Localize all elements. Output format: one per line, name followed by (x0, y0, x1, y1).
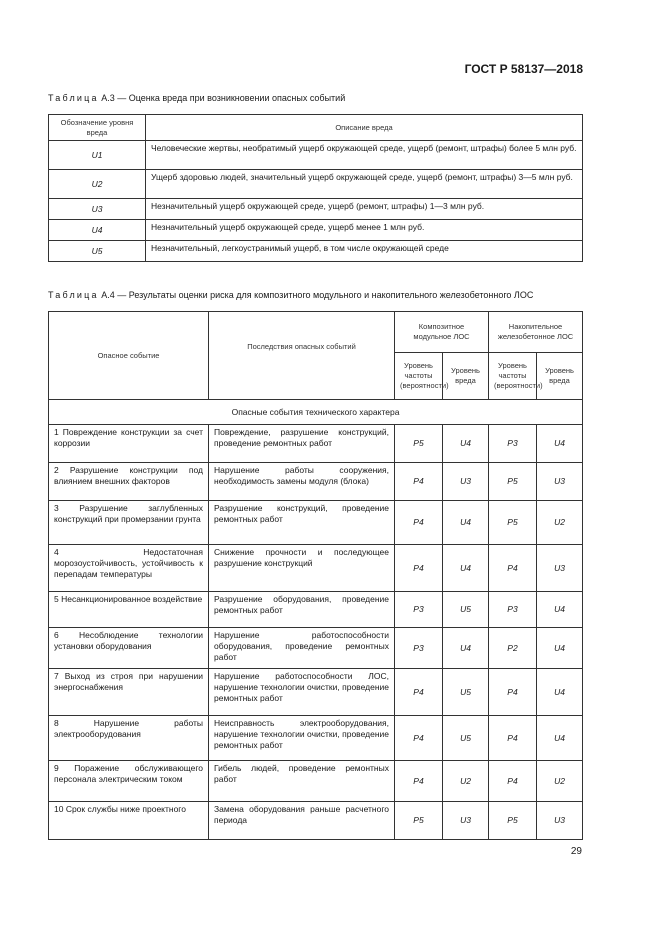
concrete-harm-level: U4 (537, 592, 583, 628)
table-row (49, 802, 583, 840)
table-row (49, 592, 583, 628)
hazard-event: 8 Нарушение работы электрооборудования (49, 716, 209, 761)
table-a4-caption-word: Таблица (48, 290, 99, 300)
document-standard-header: ГОСТ Р 58137—2018 (464, 62, 583, 76)
composite-harm-level: U4 (443, 628, 489, 669)
table-row (49, 716, 583, 761)
section-header-technical-hazards: Опасные события технического характера (49, 400, 583, 425)
composite-frequency-level: P3 (395, 592, 443, 628)
harm-description: Незначительный, легкоустранимый ущерб, в том числе окружающей среде (146, 241, 583, 262)
concrete-harm-level: U3 (537, 802, 583, 840)
harm-description: Человеческие жертвы, необратимый ущерб окружающей среде, ущерб (ремонт, штрафы) более 5 млн руб. (146, 141, 583, 170)
harm-level-code: U2 (49, 170, 146, 199)
hazard-consequence: Гибель людей, проведение ремонтных работ (209, 761, 395, 802)
harm-level-code: U4 (49, 220, 146, 241)
concrete-harm-level: U2 (537, 761, 583, 802)
hazard-consequence: Разрушение оборудования, проведение ремонтных работ (209, 592, 395, 628)
table-a4-caption (48, 290, 533, 300)
composite-frequency-level: P4 (395, 716, 443, 761)
composite-frequency-level: P4 (395, 669, 443, 716)
concrete-harm-level: U4 (537, 669, 583, 716)
composite-harm-level: U5 (443, 592, 489, 628)
risk-table-body (49, 400, 583, 840)
composite-frequency-level: P3 (395, 628, 443, 669)
hazard-consequence: Нарушение работоспособности ЛОС, нарушение технологии очистки, проведение ремонтных работ (209, 669, 395, 716)
hazard-event: 7 Выход из строя при нарушении энергоснабжения (49, 669, 209, 716)
hazard-event: 2 Разрушение конструкции под влиянием внешних факторов (49, 463, 209, 501)
composite-frequency-level: P4 (395, 501, 443, 545)
harm-description: Незначительный ущерб окружающей среде, ущерб менее 1 млн руб. (146, 220, 583, 241)
column-group-composite-los: Композитное модульное ЛОС (395, 312, 489, 353)
concrete-frequency-level: P3 (489, 592, 537, 628)
hazard-consequence: Нарушение работоспособности оборудования, проведение ремонтных работ (209, 628, 395, 669)
harm-level-code: U1 (49, 141, 146, 170)
column-header-hazard-event: Опасное событие (49, 312, 209, 400)
hazard-consequence: Замена оборудования раньше расчетного периода (209, 802, 395, 840)
composite-harm-level: U4 (443, 501, 489, 545)
hazard-consequence: Снижение прочности и последующее разрушение конструкций (209, 545, 395, 592)
hazard-consequence: Неисправность электрооборудования, нарушение технологии очистки, проведение ремонтных работ (209, 716, 395, 761)
table-a4-caption-text: А.4 — Результаты оценки риска для композитного модульного и накопительного железобетонного ЛОС (101, 290, 534, 300)
table-row (49, 199, 583, 220)
composite-frequency-level: P4 (395, 545, 443, 592)
composite-harm-level: U4 (443, 425, 489, 463)
risk-assessment-table (48, 311, 583, 840)
concrete-harm-level: U4 (537, 425, 583, 463)
concrete-frequency-level: P2 (489, 628, 537, 669)
table-row (49, 170, 583, 199)
table-a3-caption-text: А.3 — Оценка вреда при возникновении опасных событий (101, 93, 346, 103)
harm-description: Незначительный ущерб окружающей среде, ущерб (ремонт, штрафы) 1—3 млн руб. (146, 199, 583, 220)
hazard-consequence: Нарушение работы сооружения, необходимость замены модуля (блока) (209, 463, 395, 501)
composite-frequency-level: P4 (395, 463, 443, 501)
concrete-frequency-level: P3 (489, 425, 537, 463)
composite-frequency-level: P4 (395, 761, 443, 802)
harm-assessment-table (48, 114, 583, 262)
concrete-frequency-level: P4 (489, 761, 537, 802)
table-row (49, 220, 583, 241)
hazard-event: 9 Поражение обслуживающего персонала электрическим током (49, 761, 209, 802)
hazard-event: 4 Недостаточная морозоустойчивость, устойчивость к перепадам температуры (49, 545, 209, 592)
composite-frequency-level: P5 (395, 425, 443, 463)
column-header-concrete-harm: Уровень вреда (537, 353, 583, 400)
column-header-composite-harm: Уровень вреда (443, 353, 489, 400)
composite-frequency-level: P5 (395, 802, 443, 840)
composite-harm-level: U4 (443, 545, 489, 592)
table-row (49, 463, 583, 501)
harm-table-body (49, 141, 583, 262)
column-header-concrete-frequency: Уровень частоты (вероятности) (489, 353, 537, 400)
concrete-frequency-level: P4 (489, 716, 537, 761)
concrete-frequency-level: P5 (489, 463, 537, 501)
table-row (49, 241, 583, 262)
composite-harm-level: U3 (443, 802, 489, 840)
concrete-frequency-level: P4 (489, 669, 537, 716)
column-group-concrete-los: Накопительное железобетонное ЛОС (489, 312, 583, 353)
table-row (49, 501, 583, 545)
concrete-frequency-level: P4 (489, 545, 537, 592)
composite-harm-level: U2 (443, 761, 489, 802)
table-row (49, 628, 583, 669)
table-row (49, 545, 583, 592)
table-row (49, 761, 583, 802)
table-a3-caption (48, 93, 345, 103)
hazard-event: 6 Несоблюдение технологии установки оборудования (49, 628, 209, 669)
composite-harm-level: U3 (443, 463, 489, 501)
concrete-frequency-level: P5 (489, 501, 537, 545)
concrete-harm-level: U3 (537, 545, 583, 592)
hazard-consequence: Повреждение, разрушение конструкций, проведение ремонтных работ (209, 425, 395, 463)
concrete-frequency-level: P5 (489, 802, 537, 840)
page-number: 29 (570, 846, 582, 857)
table-row (49, 425, 583, 463)
column-header-composite-frequency: Уровень частоты (вероятности) (395, 353, 443, 400)
column-header-harm-description: Описание вреда (146, 115, 583, 141)
column-header-consequences: Последствия опасных событий (209, 312, 395, 400)
concrete-harm-level: U4 (537, 628, 583, 669)
table-row (49, 669, 583, 716)
hazard-event: 10 Срок службы ниже проектного (49, 802, 209, 840)
hazard-event: 3 Разрушение заглубленных конструкций при промерзании грунта (49, 501, 209, 545)
harm-level-code: U5 (49, 241, 146, 262)
column-header-harm-code: Обозначение уровня вреда (49, 115, 146, 141)
hazard-event: 1 Повреждение конструкции за счет коррозии (49, 425, 209, 463)
concrete-harm-level: U2 (537, 501, 583, 545)
concrete-harm-level: U4 (537, 716, 583, 761)
harm-description: Ущерб здоровью людей, значительный ущерб окружающей среде, ущерб (ремонт, штрафы) 3—5 млн руб. (146, 170, 583, 199)
table-a3-caption-word: Таблица (48, 93, 99, 103)
hazard-event: 5 Несанкционированное воздействие (49, 592, 209, 628)
harm-level-code: U3 (49, 199, 146, 220)
concrete-harm-level: U3 (537, 463, 583, 501)
table-row (49, 141, 583, 170)
composite-harm-level: U5 (443, 716, 489, 761)
hazard-consequence: Разрушение конструкций, проведение ремонтных работ (209, 501, 395, 545)
composite-harm-level: U5 (443, 669, 489, 716)
